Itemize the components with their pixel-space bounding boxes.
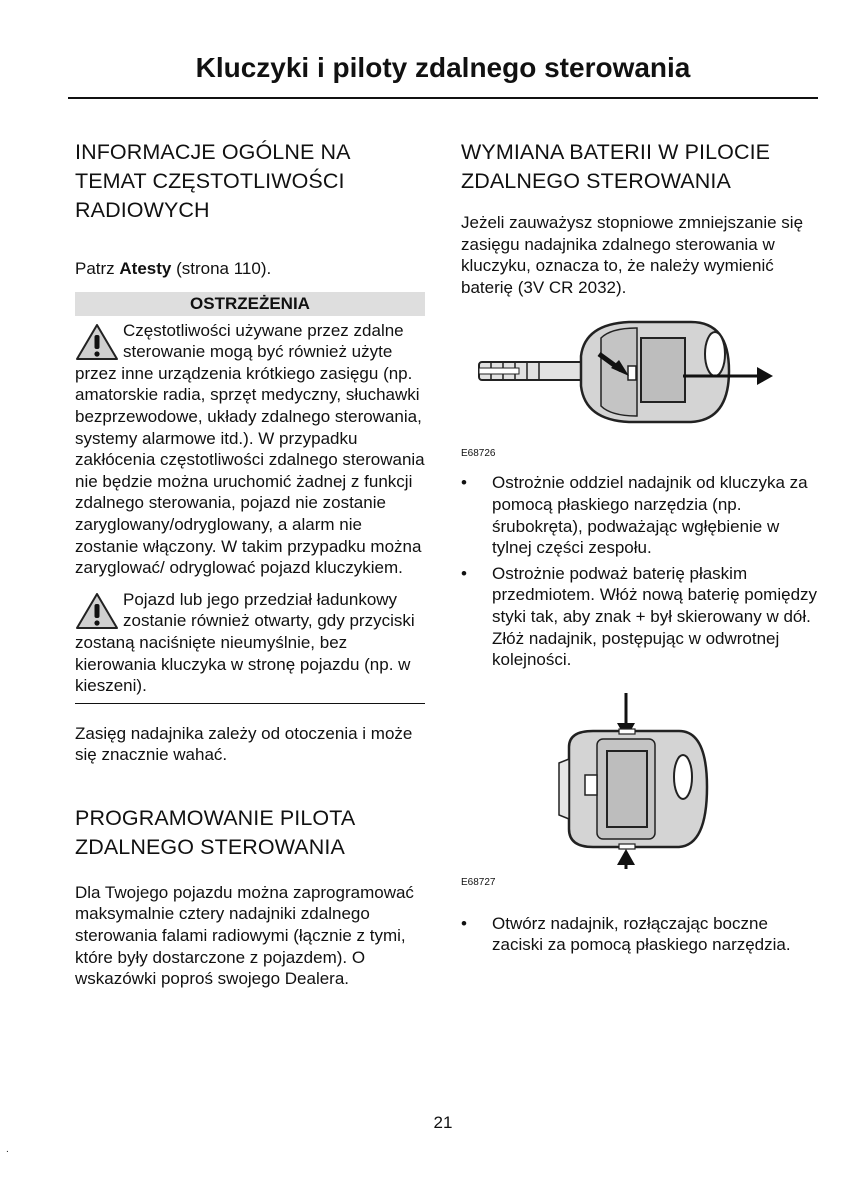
range-note: Zasięg nadajnika zależy od otoczenia i może się znacznie wahać. bbox=[75, 723, 413, 765]
page-number: 21 bbox=[433, 1113, 453, 1132]
left-column bbox=[75, 138, 425, 990]
warning-item-2 bbox=[75, 589, 425, 697]
instruction-text: Ostrożnie oddziel nadajnik od kluczyka za pomocą płaskiego narzędzia (np. śrubokręta), podważając wgłębienie w tylnej części zespołu. bbox=[492, 473, 808, 558]
warning-item-1 bbox=[75, 320, 425, 579]
warnings-header: OSTRZEŻENIA bbox=[75, 292, 425, 316]
warning-text-2: Pojazd lub jego przedział ładunkowy zostanie również otwarty, gdy przyciski zostaną naciśnięte nieumyślnie, bez kierowania kluczyka w stronę pojazdu (np. w kieszeni). bbox=[75, 589, 415, 696]
programming-body: Dla Twojego pojazdu można zaprogramować maksymalnie cztery nadajniki zdalnego sterowania falami radiowymi (łącznie z tymi, które były dostarczone z pojazdem). O wskazówki poproś swojego Dealera. bbox=[75, 882, 414, 989]
section-heading-battery-replacement: WYMIANA BATERII W PILOCIE ZDALNEGO STEROWANIA bbox=[461, 140, 771, 193]
battery-intro: Jeżeli zauważysz stopniowe zmniejszanie się zasięgu nadajnika zdalnego sterowania w kluczyku, oznacza to, że należy wymienić baterię (3V CR 2032). bbox=[461, 213, 804, 297]
reference-suffix: (strona 110). bbox=[171, 259, 272, 278]
figure-code-2: E68727 bbox=[461, 876, 496, 888]
instruction-item bbox=[461, 563, 821, 671]
corner-mark: . bbox=[6, 1144, 9, 1155]
title-rule bbox=[68, 97, 818, 99]
section-heading-radio-frequencies: INFORMACJE OGÓLNE NA TEMAT CZĘSTOTLIWOŚCI RADIOWYCH bbox=[75, 140, 350, 222]
figure-code-1: E68726 bbox=[461, 448, 496, 460]
fob-side-clips-illustration bbox=[461, 687, 791, 869]
key-fob-separation-illustration bbox=[461, 316, 791, 436]
bullet-glyph: • bbox=[461, 563, 467, 583]
figure-key-separation bbox=[461, 316, 821, 468]
instruction-list-1 bbox=[461, 472, 821, 670]
warning-triangle-icon bbox=[75, 591, 119, 631]
instruction-item bbox=[461, 472, 821, 558]
warning-text-1: Częstotliwości używane przez zdalne sterowanie mogą być również użyte przez inne urządzenia krótkiego zasięgu (np. amatorskie radia, sprzęt medyczny, słuchawki bezprzewodowe, układy zdalnego sterowania, systemy alarmowe itd.). W przypadku zakłócenia częstotliwości zdalnego sterowania nie będzie można uruchomić żadnej z funkcji zdalnego sterowania, pojazd nie zostanie zaryglowany/odryglowany, a alarm nie zostanie włączony. W takim przypadku można zaryglować/ odryglować pojazd kluczykiem. bbox=[75, 320, 425, 578]
reference-prefix: Patrz bbox=[75, 259, 120, 278]
page-title: Kluczyki i piloty zdalnego sterowania bbox=[195, 52, 691, 83]
reference-link-atesty[interactable]: Atesty bbox=[119, 259, 172, 278]
warning-triangle-icon bbox=[75, 322, 119, 362]
instruction-text: Otwórz nadajnik, rozłączając boczne zaciski za pomocą płaskiego narzędzia. bbox=[492, 913, 791, 955]
instruction-item bbox=[461, 913, 821, 956]
figure-fob-clips bbox=[461, 687, 821, 891]
instruction-text: Ostrożnie podważ baterię płaskim przedmiotem. Włóż nową baterię pomiędzy styki tak, aby znak + był skierowany w dół. Złóż nadajnik, postępując w odwrotnej kolejności. bbox=[492, 563, 818, 670]
section-heading-programming: PROGRAMOWANIE PILOTA ZDALNEGO STEROWANIA bbox=[75, 805, 355, 859]
instruction-list-2 bbox=[461, 913, 821, 956]
bullet-glyph: • bbox=[461, 473, 467, 493]
bullet-glyph: • bbox=[461, 913, 467, 933]
right-column bbox=[461, 138, 821, 956]
reference-paragraph bbox=[75, 258, 425, 280]
